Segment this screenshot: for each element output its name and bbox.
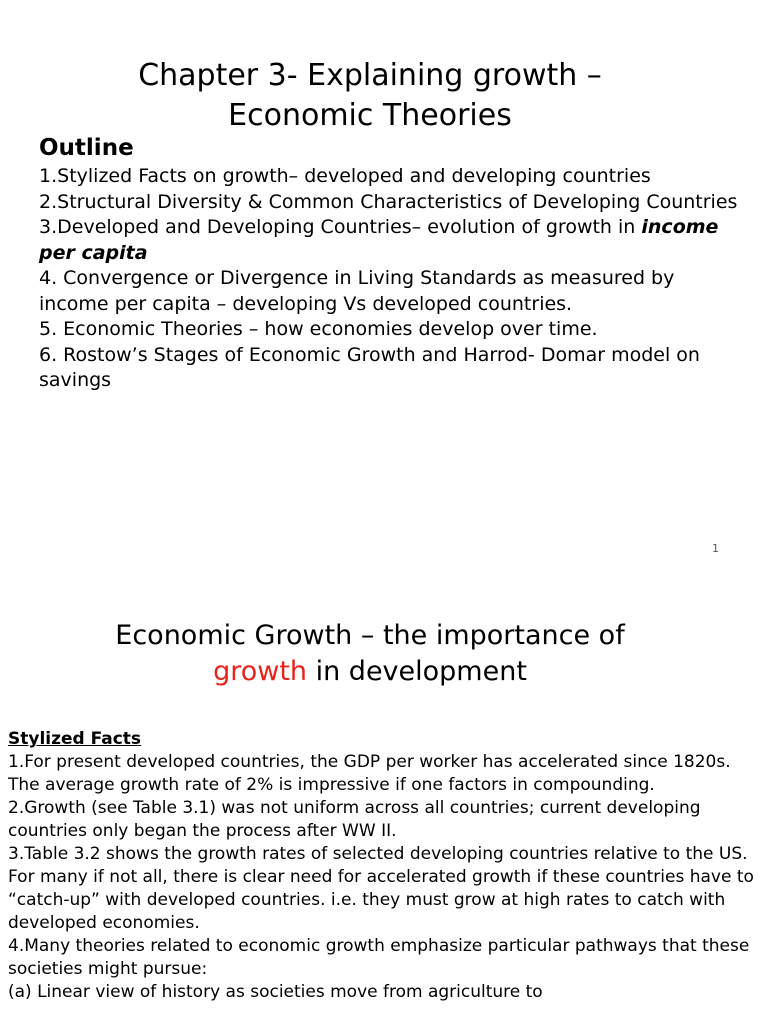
slide-title	[0, 56, 740, 136]
title-accent-word: growth	[213, 656, 308, 687]
title-line-2-rest: in development	[307, 656, 527, 687]
fact-item: 2.Growth (see Table 3.1) was not uniform across all countries; current developing countries only began the process after WW II.	[8, 798, 701, 841]
slide-2	[0, 590, 768, 1024]
emphasis-text: income per capita	[39, 216, 719, 264]
title-line-1: Economic Growth – the importance of	[115, 620, 625, 651]
outline-item: 2.Structural Diversity & Common Characteristics of Developing Countries	[39, 190, 738, 213]
fact-item: 1.For present developed countries, the GDP per worker has accelerated since 1820s. The average growth rate of 2% is impressive if one factors in compounding.	[8, 752, 731, 795]
facts-heading: Stylized Facts	[8, 729, 142, 749]
outline-heading: Outline	[39, 135, 134, 161]
title-line-1: Chapter 3- Explaining growth –	[138, 58, 602, 93]
fact-item: (a) Linear view of history as societies move from agriculture to	[8, 982, 543, 1002]
outline-list	[39, 164, 739, 394]
outline-item: 4. Convergence or Divergence in Living Standards as measured by income per capita – developing Vs developed countries.	[39, 267, 675, 315]
fact-item: 4.Many theories related to economic growth emphasize particular pathways that these societies might pursue:	[8, 936, 750, 979]
title-line-2: Economic Theories	[228, 98, 512, 133]
outline-item: 5. Economic Theories – how economies develop over time.	[39, 318, 598, 340]
facts-list	[8, 751, 766, 1004]
outline-item-text: 3.Developed and Developing Countries– evolution of growth in	[39, 216, 642, 238]
outline-item: 6. Rostow’s Stages of Economic Growth and Harrod- Domar model on savings	[39, 343, 700, 391]
outline-item: 1.Stylized Facts on growth– developed and developing countries	[39, 165, 651, 187]
fact-item: 3.Table 3.2 shows the growth rates of selected developing countries relative to the US. For many if not all, there is clear need for accelerated growth if these countries have to “catch-up” with developed countries. i.e. they must grow at high rates to catch with developed economies.	[8, 844, 754, 933]
page-number: 1	[712, 542, 719, 555]
slide-title	[0, 618, 740, 690]
title-line-2	[0, 654, 740, 690]
outline-item	[39, 215, 739, 266]
